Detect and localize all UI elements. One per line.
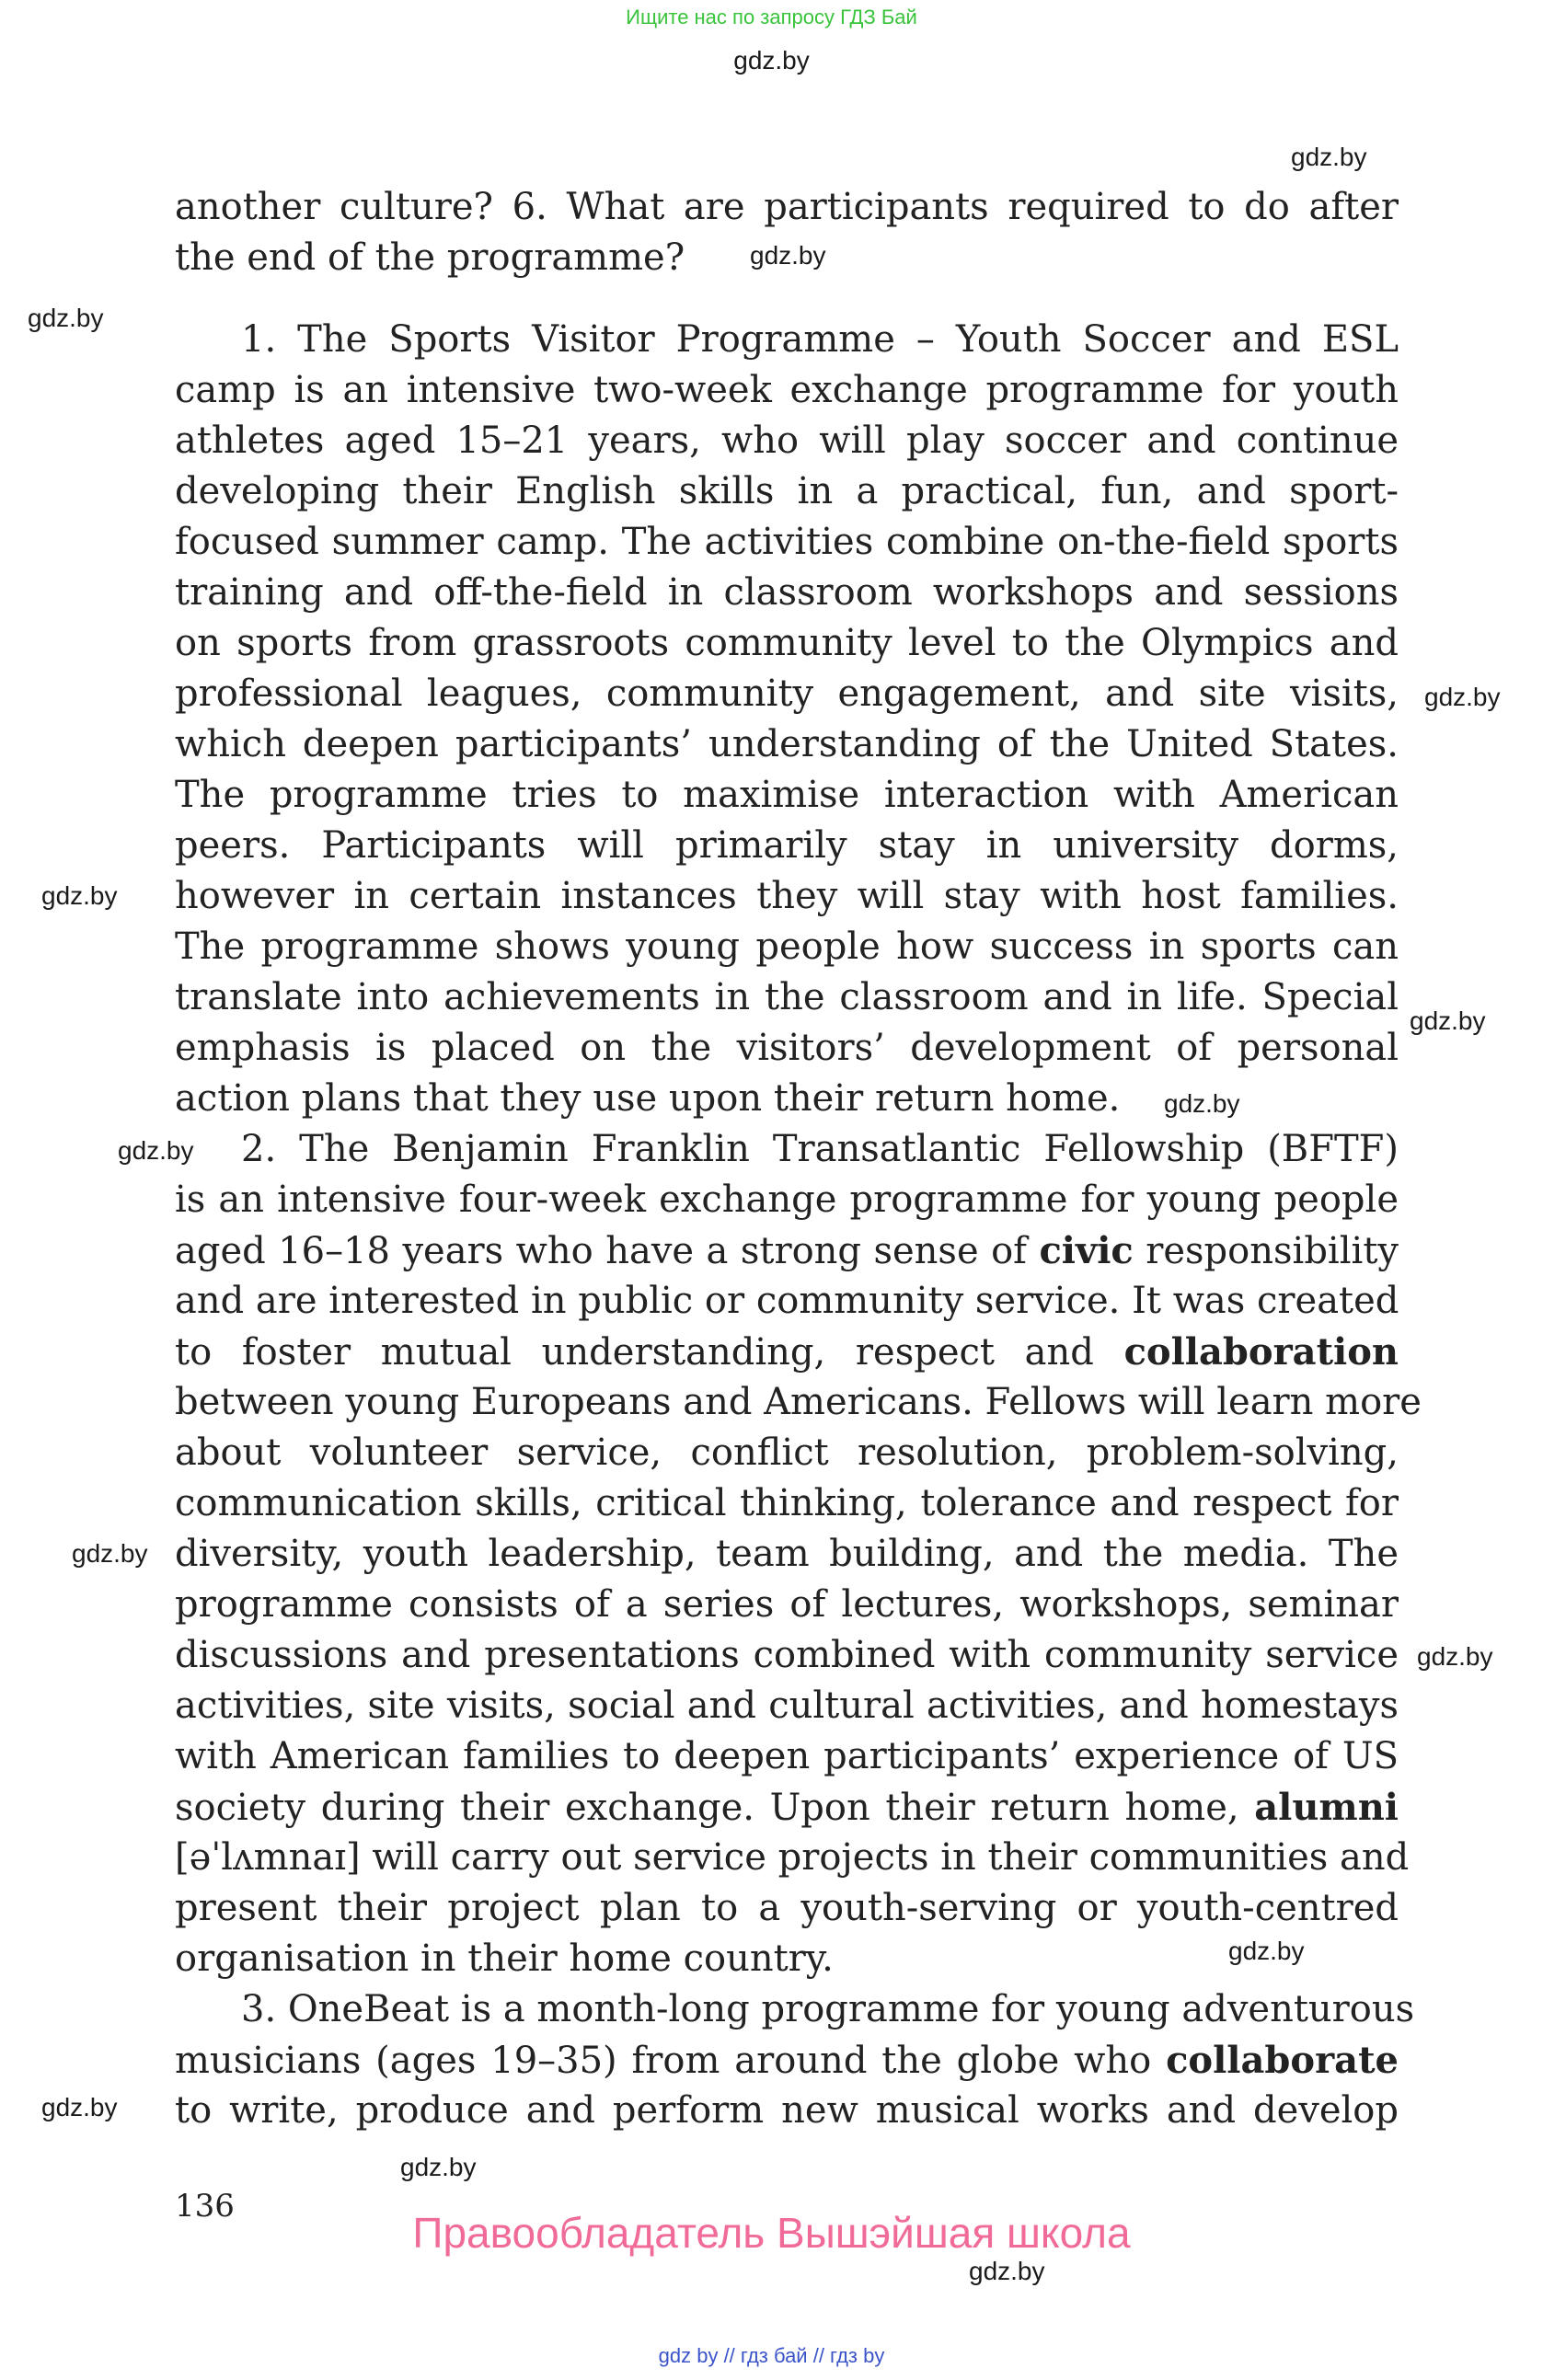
watermark: gdz.by <box>969 2257 1045 2285</box>
text-line: the end of the programme? <box>175 236 685 279</box>
text-line <box>175 1225 1399 1276</box>
text-line: camp is an intensive two-week exchange programme for youth <box>175 369 1399 411</box>
text-line: training and off-the-field in classroom workshops and sessions <box>175 571 1399 614</box>
text-line: peers. Participants will primarily stay in university dorms, <box>175 824 1399 867</box>
page-number: 136 <box>175 2188 235 2225</box>
text-line <box>175 1327 1399 1377</box>
text-continuation <box>175 182 1399 283</box>
watermark: gdz.by <box>41 2093 118 2121</box>
text-line: The programme tries to maximise interaction with American <box>175 774 1399 816</box>
text-line: 2. The Benjamin Franklin Transatlantic Fellowship (BFTF) <box>241 1128 1399 1170</box>
text-line: [əˈlʌmnaɪ] will carry out service projects in their communities and <box>175 1836 1410 1879</box>
text-line: which deepen participants’ understanding of the United States. <box>175 723 1399 765</box>
text-line: between young Europeans and Americans. Fellows will learn more <box>175 1381 1422 1423</box>
watermark: gdz.by <box>118 1136 194 1165</box>
vocab-word-collaboration: collaboration <box>1123 1330 1399 1374</box>
text-line: focused summer camp. The activities combine on-the-field sports <box>175 521 1399 563</box>
text-line: to write, produce and perform new musical works and develop <box>175 2089 1399 2132</box>
paragraph-2 <box>175 1124 1422 1984</box>
vocab-word-collaborate: collaborate <box>1166 2039 1399 2082</box>
text-line: about volunteer service, conflict resolution, problem-solving, <box>175 1431 1399 1474</box>
text-segment: to foster mutual understanding, respect and <box>175 1331 1124 1374</box>
text-line: another culture? 6. What are participants required to do after <box>175 186 1399 228</box>
vocab-word-civic: civic <box>1039 1229 1134 1272</box>
vocab-word-alumni: alumni <box>1254 1786 1399 1829</box>
text-segment: responsibility <box>1133 1230 1399 1272</box>
watermark: gdz.by <box>28 304 104 332</box>
text-line: action plans that they use upon their return home. <box>175 1077 1121 1120</box>
text-line: 3. OneBeat is a month-long programme for young adventurous <box>241 1988 1415 2030</box>
rights-holder: Правообладатель Вышэйшая школа <box>412 2209 1131 2257</box>
text-line <box>175 2035 1399 2086</box>
text-line: with American families to deepen participants’ experience of US <box>175 1735 1399 1777</box>
watermark: gdz.by <box>1291 143 1367 171</box>
watermark: gdz.by <box>750 241 826 270</box>
text-line: professional leagues, community engagement, and site visits, <box>175 673 1399 715</box>
text-line: is an intensive four-week exchange programme for young people <box>175 1179 1399 1221</box>
text-line: The programme shows young people how success in sports can <box>175 926 1399 968</box>
paragraph-1 <box>175 315 1399 1124</box>
text-line: 1. The Sports Visitor Programme – Youth Soccer and ESL <box>241 318 1399 361</box>
paragraph-3 <box>175 1984 1415 2136</box>
footer-links: gdz by // гдз бай // гдз by <box>658 2344 885 2367</box>
watermark: gdz.by <box>1410 1006 1486 1035</box>
text-line: activities, site visits, social and cultural activities, and homestays <box>175 1684 1399 1727</box>
search-hint: Ищите нас по запросу ГДЗ Бай <box>626 6 917 29</box>
watermark: gdz.by <box>1164 1089 1240 1118</box>
watermark: gdz.by <box>400 2153 477 2181</box>
text-segment: musicians (ages 19–35) from around the globe who <box>175 2040 1167 2082</box>
text-line: discussions and presentations combined with community service <box>175 1634 1399 1676</box>
text-segment: aged 16–18 years who have a strong sense of <box>175 1230 1040 1272</box>
text-line: and are interested in public or community service. It was created <box>175 1280 1399 1322</box>
text-line: present their project plan to a youth-serving or youth-centred <box>175 1887 1399 1929</box>
header-site: gdz.by <box>733 46 810 75</box>
watermark: gdz.by <box>1424 683 1501 711</box>
watermark: gdz.by <box>72 1539 148 1568</box>
watermark: gdz.by <box>1228 1937 1305 1965</box>
text-line: programme consists of a series of lectures, workshops, seminar <box>175 1583 1399 1626</box>
watermark: gdz.by <box>41 881 118 910</box>
text-line: on sports from grassroots community level to the Olympics and <box>175 622 1399 664</box>
text-segment: society during their exchange. Upon their return home, <box>175 1787 1255 1829</box>
text-line: translate into achievements in the classroom and in life. Special <box>175 976 1399 1018</box>
text-line: communication skills, critical thinking, tolerance and respect for <box>175 1482 1399 1524</box>
text-line: athletes aged 15–21 years, who will play soccer and continue <box>175 420 1399 462</box>
text-line: however in certain instances they will stay with host families. <box>175 875 1399 917</box>
text-line: developing their English skills in a practical, fun, and sport- <box>175 470 1399 512</box>
text-line <box>175 1782 1399 1833</box>
text-line: organisation in their home country. <box>175 1937 834 1980</box>
text-line: emphasis is placed on the visitors’ development of personal <box>175 1027 1399 1069</box>
text-line: diversity, youth leadership, team building, and the media. The <box>175 1533 1399 1575</box>
watermark: gdz.by <box>1417 1642 1493 1671</box>
